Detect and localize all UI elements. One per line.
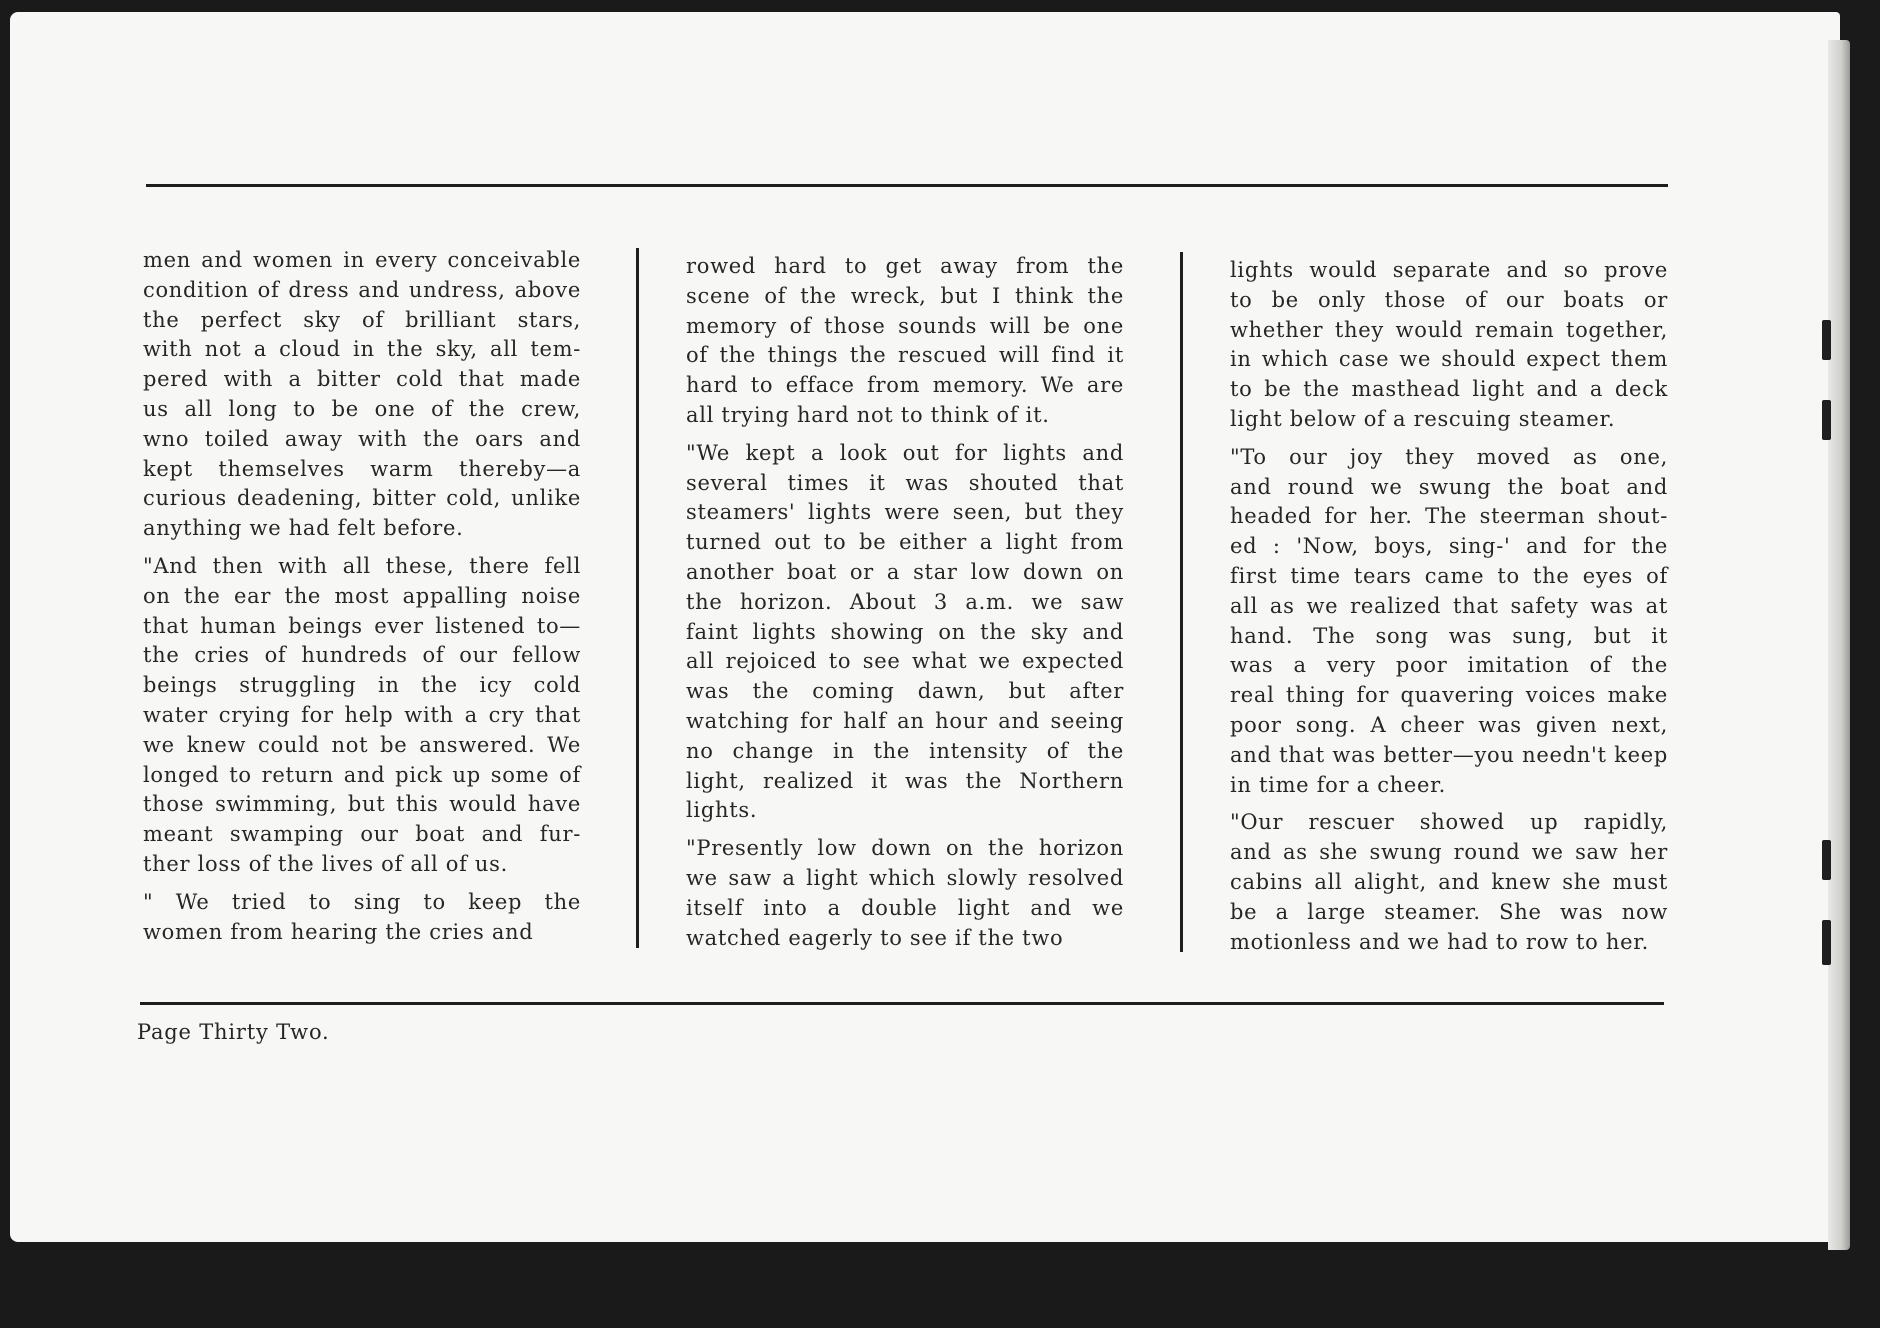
text-line: anything we had felt before. [143,516,464,541]
paragraph [686,439,1124,826]
paragraph [1230,443,1668,801]
column-1 [143,246,581,955]
text-line: we knew could not be answered. We [143,732,581,757]
text-line: of the things the rescued will find it [686,343,1124,368]
paragraph [1230,808,1668,957]
text-line: cabins all alight, and knew she must [1230,869,1668,894]
text-line: watched eagerly to see if the two [686,925,1064,950]
text-line: with not a cloud in the sky, all tem- [143,337,581,362]
text-line: "To our joy they moved as one, [1230,444,1668,469]
text-line: ther loss of the lives of all of us. [143,851,509,876]
text-line: another boat or a star low down on [686,559,1124,584]
column-3 [1230,256,1668,965]
text-line: real thing for quavering voices make [1230,683,1668,708]
text-line: itself into a double light and we [686,895,1124,920]
text-line: "Our rescuer showed up rapidly, [1230,810,1668,835]
text-line: to be the masthead light and a deck [1230,377,1668,402]
paragraph [686,834,1124,953]
text-line: women from hearing the cries and [143,919,534,944]
page-edge [1828,40,1850,1250]
text-line: the horizon. About 3 a.m. we saw [686,589,1124,614]
text-line: scene of the wreck, but I think the [686,283,1124,308]
text-line: several times it was shouted that [686,470,1124,495]
text-line: in which case we should expect them [1230,347,1668,372]
text-line: be a large steamer. She was now [1230,899,1668,924]
text-line: was the coming dawn, but after [686,679,1124,704]
text-line: headed for her. The steerman shout- [1230,504,1668,529]
page-number-label: Page Thirty Two. [137,1020,330,1044]
text-line: was a very poor imitation of the [1230,653,1668,678]
text-line: and as she swung round we saw her [1230,840,1668,865]
text-line: those swimming, but this would have [143,792,581,817]
paragraph [1230,256,1668,435]
text-line: we saw a light which slowly resolved [686,865,1124,890]
text-line: longed to return and pick up some of [143,762,581,787]
paragraph [143,888,581,948]
binding-mark [1822,840,1831,880]
text-line: meant swamping our boat and fur- [143,822,581,847]
text-line: "Presently low down on the horizon [686,836,1124,861]
column-divider [1180,252,1183,952]
text-line: kept themselves warm thereby—a [143,456,581,481]
text-line: all as we realized that safety was at [1230,593,1668,618]
text-line: curious deadening, bitter cold, unlike [143,486,581,511]
text-line: and that was better—you needn't keep [1230,742,1668,767]
text-line: beings struggling in the icy cold [143,673,581,698]
text-line: first time tears came to the eyes of [1230,563,1668,588]
text-line: light, realized it was the Northern [686,768,1124,793]
text-line: lights. [686,798,758,823]
text-line: the perfect sky of brilliant stars, [143,307,581,332]
footer-rule [140,1002,1664,1005]
text-line: men and women in every conceivable [143,248,581,272]
binding-mark [1822,320,1831,360]
paragraph [143,246,581,544]
text-line: motionless and we had to row to her. [1230,929,1650,954]
text-line: no change in the intensity of the [686,738,1124,763]
text-line: that human beings ever listened to— [143,613,581,638]
text-line: hand. The song was sung, but it [1230,623,1668,648]
text-line: " We tried to sing to keep the [143,889,581,914]
text-line: "We kept a look out for lights and [686,440,1124,465]
text-line: memory of those sounds will be one [686,313,1124,338]
text-line: hard to efface from memory. We are [686,373,1124,398]
text-line: and round we swung the boat and [1230,474,1668,499]
binding-mark [1822,920,1831,965]
paragraph [143,552,581,880]
text-line: all trying hard not to think of it. [686,402,1050,427]
text-line: wno toiled away with the oars and [143,426,581,451]
header-rule [146,184,1668,187]
text-line: watching for half an hour and seeing [686,708,1124,733]
text-line: "And then with all these, there fell [143,553,581,578]
column-2 [686,252,1124,961]
text-line: pered with a bitter cold that made [143,367,581,392]
text-line: light below of a rescuing steamer. [1230,406,1616,431]
text-line: poor song. A cheer was given next, [1230,712,1668,737]
paragraph [686,252,1124,431]
text-line: us all long to be one of the crew, [143,396,581,421]
text-line: steamers' lights were seen, but they [686,500,1124,525]
text-line: condition of dress and undress, above [143,277,581,302]
text-line: all rejoiced to see what we expected [686,649,1124,674]
binding-mark [1822,400,1831,440]
text-line: faint lights showing on the sky and [686,619,1124,644]
text-line: rowed hard to get away from the [686,254,1124,278]
text-line: water crying for help with a cry that [143,702,581,727]
text-line: ed : 'Now, boys, sing-' and for the [1230,534,1668,559]
text-line: whether they would remain together, [1230,317,1668,342]
text-line: to be only those of our boats or [1230,287,1668,312]
text-line: in time for a cheer. [1230,772,1446,797]
text-line: the cries of hundreds of our fellow [143,643,581,668]
text-line: on the ear the most appalling noise [143,583,581,608]
column-divider [636,248,639,948]
text-line: lights would separate and so prove [1230,258,1668,282]
text-line: turned out to be either a light from [686,530,1124,555]
